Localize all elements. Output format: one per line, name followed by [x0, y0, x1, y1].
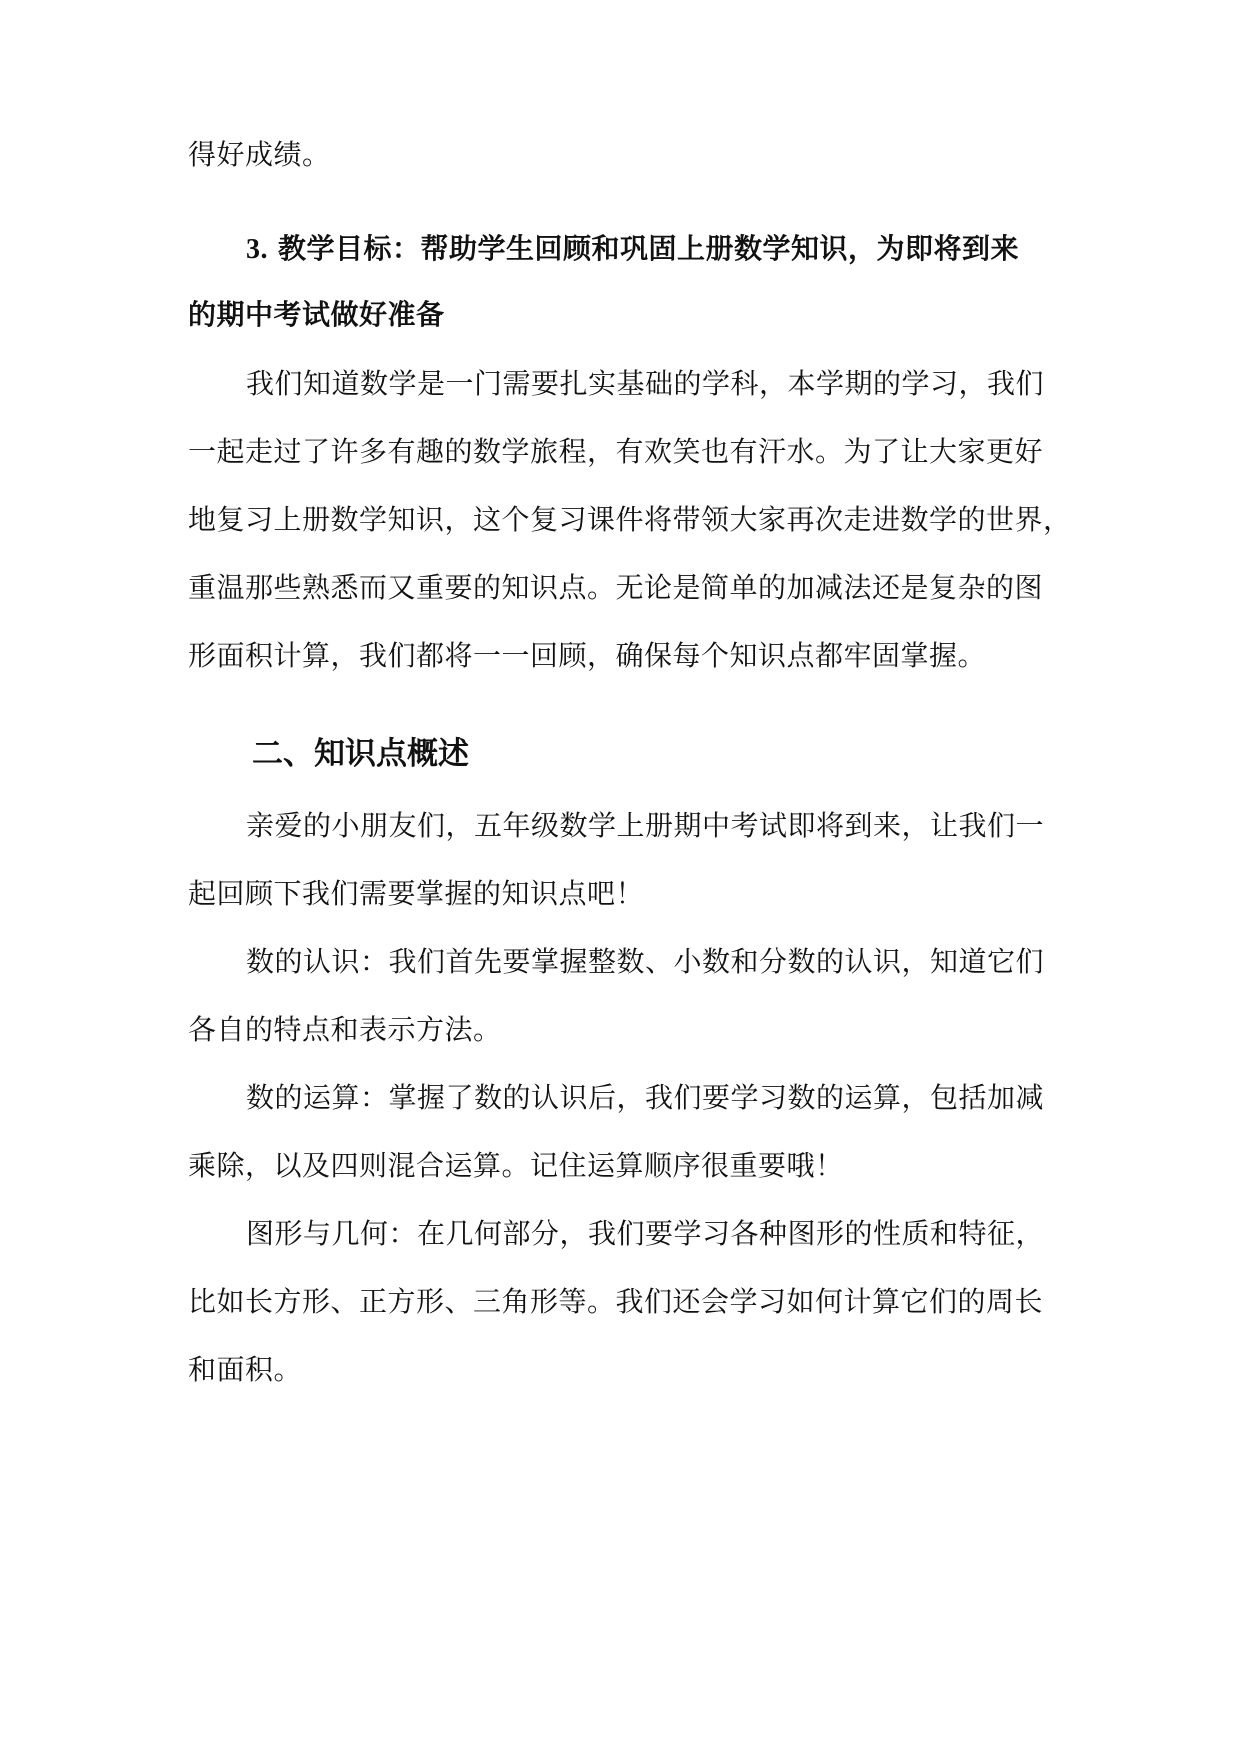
- operations-paragraph-line: 数的运算：掌握了数的认识后，我们要学习数的运算，包括加减: [246, 1081, 1045, 1114]
- geometry-paragraph-line: 比如长方形、正方形、三角形等。我们还会学习如何计算它们的周长: [188, 1285, 1044, 1318]
- continued-text-line: 得好成绩。: [188, 138, 331, 171]
- intro-paragraph-line: 我们知道数学是一门需要扎实基础的学科，本学期的学习，我们: [246, 367, 1045, 400]
- intro-paragraph-line: 地复习上册数学知识，这个复习课件将带领大家再次走进数学的世界，: [188, 503, 1072, 536]
- intro-paragraph-line: 形面积计算，我们都将一一回顾，确保每个知识点都牢固掌握。: [188, 639, 987, 672]
- numbers-paragraph-line: 各自的特点和表示方法。: [188, 1013, 502, 1046]
- numbers-paragraph-line: 数的认识：我们首先要掌握整数、小数和分数的认识，知道它们: [246, 945, 1045, 978]
- greeting-paragraph-line: 起回顾下我们需要掌握的知识点吧！: [188, 877, 645, 910]
- geometry-paragraph-line: 图形与几何：在几何部分，我们要学习各种图形的性质和特征，: [246, 1217, 1045, 1250]
- objective-heading-line-2: 的期中考试做好准备: [188, 298, 445, 331]
- objective-text: 教学目标：帮助学生回顾和巩固上册数学知识，为即将到来: [278, 232, 1020, 265]
- greeting-paragraph-line: 亲爱的小朋友们，五年级数学上册期中考试即将到来，让我们一: [246, 809, 1045, 842]
- geometry-paragraph-line: 和面积。: [188, 1353, 303, 1386]
- intro-paragraph-line: 重温那些熟悉而又重要的知识点。无论是简单的加减法还是复杂的图: [188, 571, 1044, 604]
- objective-heading-line-1: [246, 229, 1019, 270]
- intro-paragraph-line: 一起走过了许多有趣的数学旅程，有欢笑也有汗水。为了让大家更好: [188, 435, 1044, 468]
- objective-number: 3.: [246, 234, 268, 265]
- operations-paragraph-line: 乘除，以及四则混合运算。记住运算顺序很重要哦！: [188, 1149, 844, 1182]
- section-heading: 二、知识点概述: [252, 736, 469, 772]
